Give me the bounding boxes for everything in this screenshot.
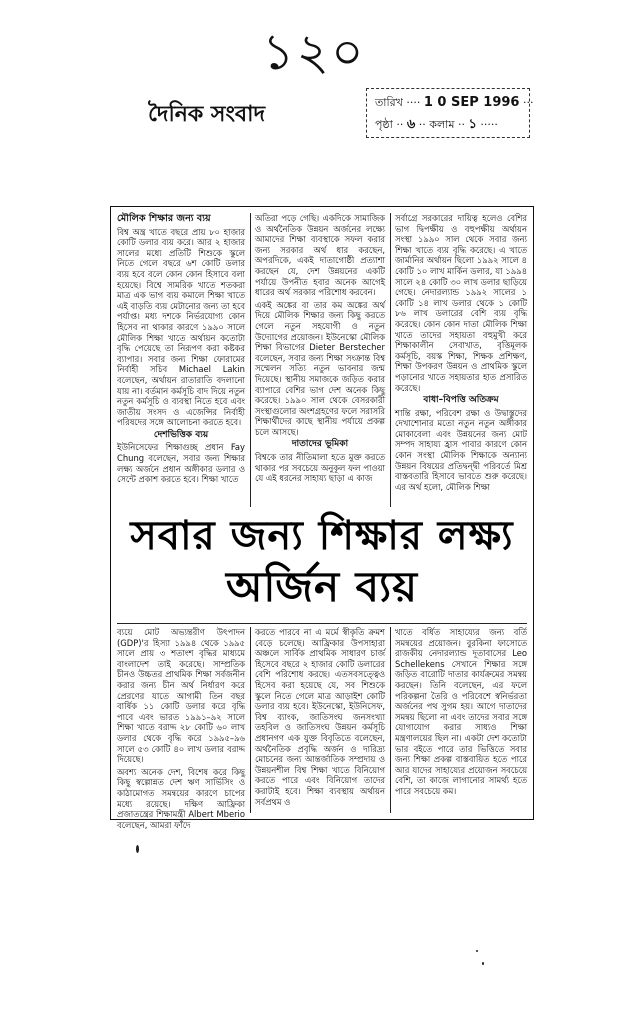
- headline-line-2: অর্জিন ব্যয়: [226, 562, 418, 611]
- date-stamp: [366, 88, 534, 138]
- article-headline: [111, 511, 533, 621]
- stamp-page-label: পৃষ্ঠা: [375, 118, 393, 131]
- article-column-2-top: [255, 213, 385, 507]
- stamp-date-label: তারিখ: [375, 96, 403, 109]
- stamp-date-value: 1 0 SEP 1996: [423, 95, 520, 110]
- column-divider: [250, 627, 251, 813]
- subheading: বাধা–বিপত্তি অতিক্রম: [423, 395, 499, 406]
- section-heading: মৌলিক শিক্ষার জন্য ব্যয়: [117, 213, 211, 224]
- paragraph: ব্যয়ে মোট অভ্যন্তরীণ উৎপাদন (GDP)'র হিস্যা ১৯৯৪ থেকে ১৯৯৫ সালে প্রায় ৩ শতাংশ বৃদ্ধির মাধ্যমে বাংলাদেশ তাই করেছে। সাম্প্রতিক চীনও উচ্চতর প্রাথমিক শিক্ষা সর্বজনীন করার জন্য চীন অর্থ নির্ধারণ করে প্রেরণের যাতে আগামী তিন বছর বার্ষিক ১১ কোটি ডলার করে বৃদ্ধি পাবে এবং ভারত ১৯৯১–৯২ সালে শিক্ষা খাতে বরাদ্দ ২৮ কোটি ৬০ লাখ ডলার থেকে বৃদ্ধি করে ১৯৯৫–৯৬ সালে ৫৩ কোটি ৪০ লাখ ডলার বরাদ্দ দিয়েছে।: [117, 627, 245, 765]
- paragraph: বিশ্ব অন্ত্র খাতে বছরে প্রায় ৮০ হাজার কোটি ডলার ব্যয় করে। আর ২ হাজার সালের মধ্যে প্রতিটি শিশুকে স্কুলে নিতে গেলে বছরে ৬শ কোটি ডলার ব্যয় হবে বলে কোন কোন হিসাবে বলা হয়েছে। বিশ্বে সামরিক খাতে শতকরা মাত্র এক ভাগ ব্যয় কমালে শিক্ষা খাতে এই বাড়তি ব্যয় মেটানোর জন্য তা হবে পর্যাপ্ত। মধ্য দশকে নির্ভরযোগ্য কোন হিসেব না থাকার কারণে ১৯৯০ সালে মৌলিক শিক্ষা খাতে অর্থায়ন কতোটা বৃদ্ধি পেয়েছে তা নিরূপণ করা কষ্টকর ব্যাপার। সবার জন্য শিক্ষা ফোরামের নির্বাহী সচিব Michael Lakin বলেছেন, অর্থায়ন রাতারাতি বদলানো যায় না। বর্তমান কর্মসূচি বাদ দিয়ে নতুন নতুন কর্মসূচি ও ব্যবস্থা নিতে হবে এবং জাতীয় সংসদ ও এজেন্সির নির্বাহী পরিষদের সঙ্গে আলোচনা করতে হবে।: [117, 226, 245, 428]
- scan-speck: [482, 962, 484, 965]
- paragraph: খাতে বর্ধিত সাহায্যের জন্য বর্তি সমন্বয়ের প্রয়োজন। বুরকিনা ফাসোতে রাজকীয় নেদারল্যান্ড দূতাবাসের Leo Schellekens সেখানে শিক্ষার সঙ্গে জড়িত বারোটি দাতার কার্যক্রমের সমন্বয় করছেন। তিনি বলেছেন, এর ফলে পরিকল্পনা তৈরি ও পরিবেশে স্বনির্ভরতা অর্জনের পথ সুগম হয়। আগে দাতাদের সমন্বয় ছিলো না এবং তাদের সবার সঙ্গে যোগাযোগ করার সাধ্যও শিক্ষা মন্ত্রণালয়ের ছিল না। একটা দেশ কতোটা ভার বইতে পারে তার ভিত্তিতে সবার জন্য শিক্ষা প্রকল্প বাস্তবায়িত হতে পারে আর যাদের সাহায্যের প্রয়োজন সবচেয়ে বেশি, তা কাজে লাগানোর সামর্থ্য হতে পারে সবচেয়ে কম।: [395, 627, 527, 796]
- stamp-page-value: ৬: [406, 117, 416, 132]
- scan-speck: [136, 845, 139, 853]
- paragraph: একই অঙ্কের বা তার কম অঙ্কের অর্থ দিয়ে মৌলিক শিক্ষার জন্য কিছু করতে গেলে নতুন সহযোগী ও নতুন উদ্যোগের প্রয়োজন। ইউনেস্কো মৌলিক শিক্ষা বিভাগের Dieter Berstecher বলেছেন, সবার জন্য শিক্ষা সংক্রান্ত বিশ্ব সম্মেলন সত্যি নতুন ভাবনার জন্ম দিয়েছে। স্থানীয় সমাজকে জড়িত করার ব্যাপারে বেশির ভাগ দেশ অনেক কিছু করেছে। ১৯৯০ সাল থেকে বেসরকারী সংস্থাগুলোর অংশগ্রহণের ফলে সরাসরি শিক্ষার্থীদের কাছে স্থানীয় পর্যায়ে প্রকল্প চলে আসছে।: [255, 299, 385, 437]
- subheading: দাতাদের ভূমিকা: [291, 439, 349, 450]
- paragraph: সর্বাগ্রে সরকারের দায়িত্ব হলেও বেশির ভাগ দ্বিপক্ষীয় ও বহুপক্ষীয় অর্থায়ন সংস্থা ১৯৯০ সাল থেকে সবার জন্য শিক্ষা খাতে ব্যয় বৃদ্ধি করেছে। এ খাতে জার্মানির অর্থায়ন ছিলো ১৯৯২ সালে ৪ কোটি ১০ লাখ মার্কিন ডলার, যা ১৯৯৪ সালে ২৪ কোটি ৩০ লাখ ডলার ছাড়িয়ে গেছে। নেদারল্যান্ড ১৯৯২ সালের ১ কোটি ১৪ লাখ ডলার থেকে ১ কোটি ৮৬ লাখ ডলারের বেশি ব্যয় বৃদ্ধি করেছে। কোন কোন দাতা মৌলিক শিক্ষা খাতে তাদের সহায়তা বহুমুখী করে শিক্ষাকালীন সেবাখাত, বৃত্তিমূলক কর্মসূচি, বয়স্ক শিক্ষা, শিক্ষক প্রশিক্ষণ, শিক্ষা উপকরণ উন্নয়ন ও প্রাথমিক স্কুলে পড়ানোর খাতে সহায়তার হাত প্রসারিত করেছে।: [395, 213, 527, 393]
- stamp-column-value: ১: [468, 117, 477, 132]
- article-column-3-bottom: [395, 627, 527, 813]
- scan-speck: [476, 950, 478, 952]
- stamp-column-label: কলাম: [429, 118, 455, 131]
- newspaper-masthead: দৈনিক সংবাদ: [148, 102, 266, 127]
- stamp-page-row: পৃষ্ঠা ·· ৬ ·· কলাম ·· ১ ·····: [375, 117, 498, 132]
- paragraph: বিশ্বকে তার নীতিমালা হতে মুক্ত করতে থাকার পর সবচেয়ে অনুকূল ফল পাওয়া যে এই ধরনের সাহায্য ছাড়া এ কাজ: [255, 452, 385, 484]
- headline-line-1: সবার জন্য শিক্ষার লক্ষ্য: [130, 513, 514, 559]
- column-divider: [250, 213, 251, 507]
- paragraph: অবশ্য অনেক দেশ, বিশেষ করে কিছু কিছু স্বল্পোন্নত দেশ ঋণ সার্ভিসিং ও কাঠামোগত সমন্বয়ের কারণে চাপের মধ্যে রয়েছে। দক্ষিণ আফ্রিকা প্রজাতন্ত্রের শিক্ষামন্ত্রী Albert Mberio বলেছেন, আমরা ফাঁদে: [117, 766, 245, 830]
- section-divider: [117, 623, 527, 624]
- handwritten-page-number: ১২০: [262, 23, 366, 81]
- article-column-1-top: [117, 213, 245, 507]
- column-divider: [390, 213, 391, 507]
- stamp-date-row: তারিখ ···· 1 0 SEP 1996 ···: [375, 95, 534, 110]
- article-column-1-bottom: [117, 627, 245, 830]
- paragraph: ইউনিসেফের শিক্ষাগুচ্ছ প্রধান Fay Chung বলেছেন, সবার জন্য শিক্ষার লক্ষ্য অর্জনে প্রধান অঙ্গীকার ডলার ও সেন্টে প্রকাশ করতে হবে। শিক্ষা খাতে: [117, 442, 245, 485]
- article-column-2-bottom: [255, 627, 385, 813]
- paragraph: অতিরা পড়ে গেছি। একদিকে সামাজিক ও অর্থনৈতিক উন্নয়ন অর্জনের লক্ষ্যে আমাদের শিক্ষা ব্যবস্থাকে সফল করার জন্য সরকার অর্থ ধার করছেন, অপরদিকে, একই দাতাগোষ্ঠী প্রত্যাশা করছেন যে, দেশ উন্নয়নের একটি পর্যায়ে উপনীত হবার অনেক আগেই ধারের অর্থ সরকার পরিশোধ করবেন।: [255, 213, 385, 298]
- article-column-3-top: [395, 213, 527, 507]
- paragraph: শান্তি রক্ষা, পরিবেশ রক্ষা ও উদ্বাস্তুদের দেখাশোনার মতো নতুন নতুন অঙ্গীকার মোকাবেলা এবং উন্নয়নের জন্য মোট সম্পদ সাহায্য হ্রাস পাবার কারণে কোন কোন সংস্থা মৌলিক শিক্ষাকে অন্যান্য উন্নয়ন বিষয়ের প্রতিদ্বন্দ্বী পরিবর্তে মিশ্র বাস্তবতারি হিসাবে ভাবতে শুরু করেছে। এর অর্থ হলো, মৌলিক শিক্ষা: [395, 407, 527, 492]
- subheading: দেশভিত্তিক ব্যয়: [153, 429, 209, 440]
- paragraph: করতে পারবে না এ মর্মে স্বীকৃতি ক্রমশ বেড়ে চলেছে। আফ্রিকার উপসাহারা অঞ্চলে সার্বিক প্রাথমিক সাধারণ চার্জ হিসেবে বছরে ২ হাজার কোটি ডলারের বেশি পরিশোধ করছে। এতসবসত্ত্বেও হিসেব করা হয়েছে যে, সব শিশুকে স্কুলে নিতে গেলে মাত্র আড়াইশ কোটি ডলার ব্যয় হবে। ইউনেস্কো, ইউনিসেফ, বিশ্ব ব্যাংক, জাতিসংঘ জনসংখ্যা তহবিল ও জাতিসংঘ উন্নয়ন কর্মসূচি প্রধানগণ এক যুক্ত বিবৃতিতে বলেছেন, অর্থনৈতিক প্রবৃদ্ধি অর্জন ও দারিদ্র্য মোচনের জন্য আন্তর্জাতিক সম্প্রদায় ও উন্নয়নশীল বিশ্ব শিক্ষা খাতে বিনিয়োগ করতে পারে এবং বিনিয়োগ তাদের করাটাই হবে। শিক্ষা ব্যবস্থায় অর্থায়ন সর্বপ্রথম ও: [255, 627, 385, 807]
- column-divider: [390, 627, 391, 813]
- newspaper-clipping: [110, 206, 534, 830]
